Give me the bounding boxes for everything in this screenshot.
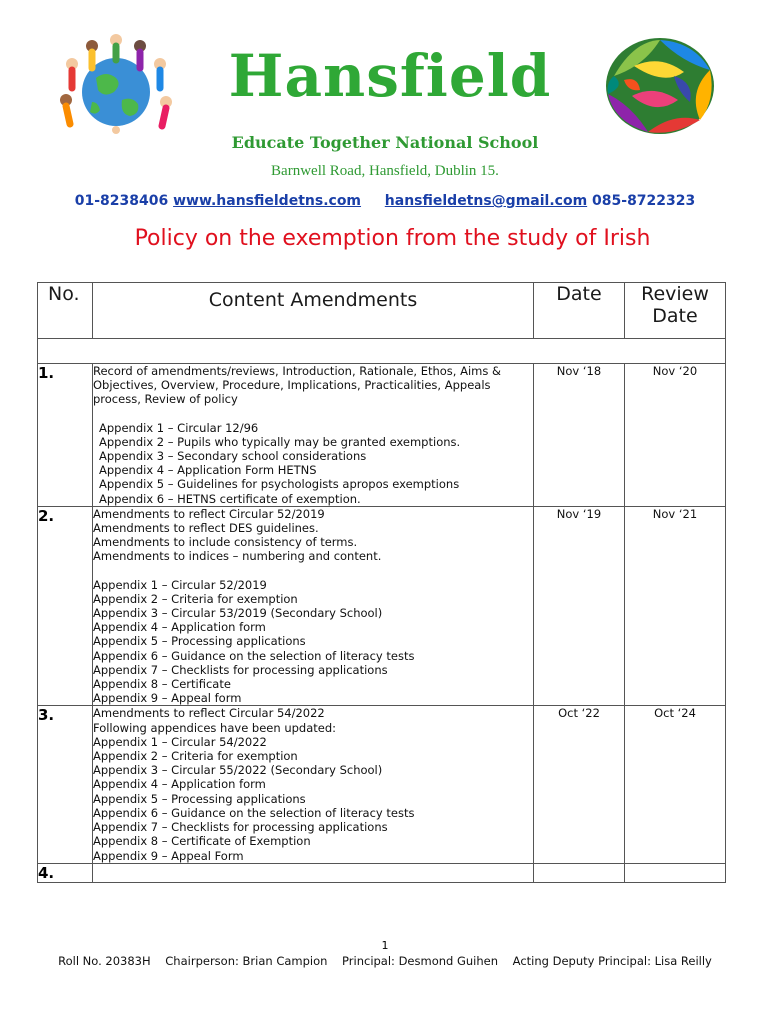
row-number: 2. [38, 506, 93, 706]
content-line: Record of amendments/reviews, Introduction, Rationale, Ethos, Aims & [93, 364, 501, 378]
row-review-date: Oct ‘24 [625, 706, 726, 863]
row-content [93, 506, 534, 706]
header-no: No. [38, 283, 93, 339]
content-line: Appendix 3 – Circular 55/2022 (Secondary School) [93, 763, 383, 778]
appendix-item: Appendix 2 – Criteria for exemption [93, 591, 298, 606]
row-review-date: Nov ‘20 [625, 364, 726, 507]
table-row [38, 706, 726, 863]
school-subtitle: Educate Together National School [231, 133, 539, 152]
appendix-item: Appendix 6 – HETNS certificate of exemption. [99, 491, 361, 506]
appendix-item: Appendix 3 – Secondary school considerations [99, 449, 367, 464]
page-number: 1 [381, 939, 389, 952]
content-line: process, Review of policy [93, 392, 238, 407]
content-line: Appendix 8 – Certificate of Exemption [93, 834, 311, 849]
children-globe-logo [52, 30, 180, 134]
content-intro [93, 706, 533, 862]
appendix-item: Appendix 9 – Appeal form [93, 691, 242, 706]
row-content [93, 863, 534, 882]
email-link[interactable]: hansfieldetns@gmail.com [384, 193, 588, 209]
header-review-date: Review Date [625, 283, 726, 339]
content-line: Amendments to reflect Circular 52/2019 [93, 506, 325, 521]
content-line: Appendix 5 – Processing applications [93, 791, 306, 806]
content-line: Following appendices have been updated: [93, 720, 337, 735]
appendix-item: Appendix 3 – Circular 53/2019 (Secondary School) [93, 606, 383, 621]
content-line: Amendments to indices – numbering and content. [93, 549, 382, 564]
row-date: Oct ‘22 [534, 706, 625, 863]
appendix-item: Appendix 1 – Circular 52/2019 [93, 577, 267, 592]
row-date: Nov ‘18 [534, 364, 625, 507]
school-address: Barnwell Road, Hansfield, Dublin 15. [271, 163, 499, 179]
table-spacer-row [38, 339, 726, 364]
content-intro [93, 507, 533, 564]
appendix-list [99, 421, 533, 506]
header-content-amendments: Content Amendments [93, 283, 534, 339]
content-line: Appendix 6 – Guidance on the selection of literacy tests [93, 805, 415, 820]
appendix-item: Appendix 4 – Application form [93, 620, 266, 635]
content-line: Appendix 4 – Application form [93, 777, 266, 792]
content-line: Appendix 1 – Circular 54/2022 [93, 734, 267, 749]
appendix-item: Appendix 5 – Guidelines for psychologists apropos exemptions [99, 477, 460, 492]
amendments-table [37, 282, 726, 883]
colour-mosaic-logo [604, 36, 716, 136]
content-intro [93, 364, 533, 407]
footer-roll-number: Roll No. 20383H [58, 954, 151, 968]
appendix-item: Appendix 7 – Checklists for processing applications [93, 662, 388, 677]
row-date: Nov ‘19 [534, 506, 625, 706]
content-line: Amendments to include consistency of terms. [93, 535, 358, 550]
appendix-item: Appendix 8 – Certificate [93, 677, 231, 692]
phone-number: 01-8238406 [74, 193, 169, 209]
content-line: Objectives, Overview, Procedure, Implications, Practicalities, Appeals [93, 378, 491, 393]
appendix-item: Appendix 1 – Circular 12/96 [99, 420, 259, 435]
appendix-item: Appendix 2 – Pupils who typically may be granted exemptions. [99, 434, 461, 449]
row-number: 4. [38, 863, 93, 882]
footer-deputy-principal: Acting Deputy Principal: Lisa Reilly [512, 954, 712, 968]
row-content [93, 364, 534, 507]
school-name-logo: Hansfield [228, 42, 552, 110]
content-line: Appendix 9 – Appeal Form [93, 848, 244, 863]
footer-principal: Principal: Desmond Guihen [342, 954, 499, 968]
content-line: Amendments to reflect DES guidelines. [93, 521, 319, 536]
appendix-item: Appendix 5 – Processing applications [93, 634, 306, 649]
mobile-number: 085-8722323 [592, 193, 696, 209]
footer-chairperson: Chairperson: Brian Campion [165, 954, 328, 968]
row-number: 1. [38, 364, 93, 507]
row-content [93, 706, 534, 863]
appendix-list [93, 578, 533, 706]
content-line: Appendix 2 – Criteria for exemption [93, 749, 298, 764]
content-line: Amendments to reflect Circular 54/2022 [93, 706, 325, 721]
header-date: Date [534, 283, 625, 339]
row-review-date: Nov ‘21 [625, 506, 726, 706]
table-row [38, 364, 726, 507]
content-line: Appendix 7 – Checklists for processing applications [93, 820, 388, 835]
row-date [534, 863, 625, 882]
appendix-item: Appendix 6 – Guidance on the selection of literacy tests [93, 648, 415, 663]
policy-title: Policy on the exemption from the study of Irish [134, 226, 651, 251]
table-header-row [38, 283, 726, 339]
table-row [38, 506, 726, 706]
footer [0, 954, 770, 968]
row-number: 3. [38, 706, 93, 863]
website-link[interactable]: www.hansfieldetns.com [173, 193, 362, 209]
contact-line [0, 193, 770, 209]
row-review-date [625, 863, 726, 882]
table-row [38, 863, 726, 882]
appendix-item: Appendix 4 – Application Form HETNS [99, 463, 317, 478]
